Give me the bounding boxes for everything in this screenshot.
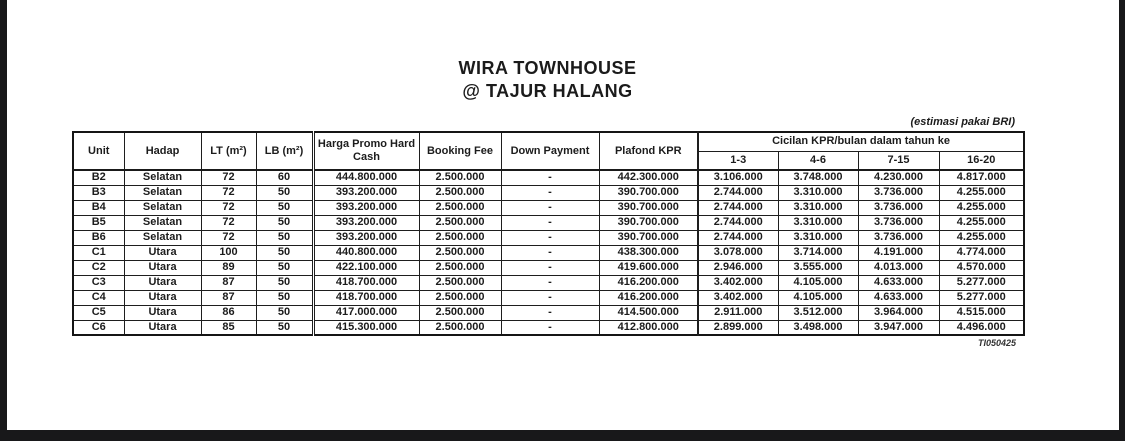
cicilan-4-6-cell: 4.105.000 <box>778 275 858 290</box>
col-header-down-payment: Down Payment <box>501 132 599 170</box>
harga-promo-cell: 418.700.000 <box>313 290 419 305</box>
unit-cell: C3 <box>73 275 124 290</box>
cicilan-16-20-cell: 4.496.000 <box>939 320 1024 335</box>
cicilan-4-6-cell: 3.555.000 <box>778 260 858 275</box>
booking-fee-cell: 2.500.000 <box>419 290 501 305</box>
cicilan-1-3-cell: 2.744.000 <box>698 200 778 215</box>
cicilan-1-3-cell: 2.744.000 <box>698 230 778 245</box>
lt-cell: 85 <box>201 320 256 335</box>
lt-cell: 86 <box>201 305 256 320</box>
cicilan-1-3-cell: 2.911.000 <box>698 305 778 320</box>
booking-fee-cell: 2.500.000 <box>419 185 501 200</box>
lt-cell: 72 <box>201 215 256 230</box>
unit-cell: C5 <box>73 305 124 320</box>
cicilan-7-15-cell: 4.013.000 <box>858 260 939 275</box>
lt-cell: 72 <box>201 170 256 185</box>
cicilan-7-15-cell: 4.633.000 <box>858 275 939 290</box>
down-payment-cell: - <box>501 245 599 260</box>
booking-fee-cell: 2.500.000 <box>419 215 501 230</box>
cicilan-16-20-cell: 5.277.000 <box>939 275 1024 290</box>
booking-fee-cell: 2.500.000 <box>419 320 501 335</box>
cicilan-4-6-cell: 3.748.000 <box>778 170 858 185</box>
booking-fee-cell: 2.500.000 <box>419 170 501 185</box>
cicilan-4-6-cell: 3.310.000 <box>778 215 858 230</box>
col-header-lt: LT (m²) <box>201 132 256 170</box>
price-table-body <box>73 170 1024 335</box>
hadap-cell: Selatan <box>124 230 201 245</box>
cicilan-7-15-cell: 3.736.000 <box>858 185 939 200</box>
table-row <box>73 185 1024 200</box>
col-header-booking-fee: Booking Fee <box>419 132 501 170</box>
cicilan-4-6-cell: 3.310.000 <box>778 200 858 215</box>
unit-cell: C2 <box>73 260 124 275</box>
cicilan-7-15-cell: 3.736.000 <box>858 215 939 230</box>
down-payment-cell: - <box>501 230 599 245</box>
cicilan-16-20-cell: 4.255.000 <box>939 215 1024 230</box>
cicilan-16-20-cell: 4.255.000 <box>939 230 1024 245</box>
hadap-cell: Utara <box>124 305 201 320</box>
hadap-cell: Selatan <box>124 215 201 230</box>
hadap-cell: Selatan <box>124 200 201 215</box>
lb-cell: 50 <box>256 245 313 260</box>
hadap-cell: Selatan <box>124 170 201 185</box>
table-row <box>73 230 1024 245</box>
hadap-cell: Utara <box>124 275 201 290</box>
booking-fee-cell: 2.500.000 <box>419 230 501 245</box>
cicilan-7-15-cell: 3.736.000 <box>858 230 939 245</box>
cicilan-16-20-cell: 4.255.000 <box>939 200 1024 215</box>
down-payment-cell: - <box>501 275 599 290</box>
cicilan-16-20-cell: 4.515.000 <box>939 305 1024 320</box>
harga-promo-cell: 393.200.000 <box>313 200 419 215</box>
down-payment-cell: - <box>501 170 599 185</box>
cicilan-1-3-cell: 2.744.000 <box>698 215 778 230</box>
cicilan-4-6-cell: 3.310.000 <box>778 230 858 245</box>
plafond-kpr-cell: 390.700.000 <box>599 215 698 230</box>
harga-promo-cell: 393.200.000 <box>313 215 419 230</box>
plafond-kpr-cell: 414.500.000 <box>599 305 698 320</box>
table-row <box>73 275 1024 290</box>
cicilan-16-20-cell: 4.570.000 <box>939 260 1024 275</box>
col-header-plafond-kpr: Plafond KPR <box>599 132 698 170</box>
hadap-cell: Utara <box>124 245 201 260</box>
price-table <box>72 131 1025 336</box>
plafond-kpr-cell: 416.200.000 <box>599 275 698 290</box>
hadap-cell: Utara <box>124 290 201 305</box>
lt-cell: 89 <box>201 260 256 275</box>
lb-cell: 50 <box>256 320 313 335</box>
unit-cell: C6 <box>73 320 124 335</box>
plafond-kpr-cell: 390.700.000 <box>599 200 698 215</box>
harga-promo-cell: 393.200.000 <box>313 230 419 245</box>
col-header-lb: LB (m²) <box>256 132 313 170</box>
unit-cell: C4 <box>73 290 124 305</box>
plafond-kpr-cell: 416.200.000 <box>599 290 698 305</box>
cicilan-7-15-cell: 3.736.000 <box>858 200 939 215</box>
cicilan-7-15-cell: 3.964.000 <box>858 305 939 320</box>
col-header-term-4-6: 4-6 <box>778 151 858 170</box>
harga-promo-cell: 393.200.000 <box>313 185 419 200</box>
booking-fee-cell: 2.500.000 <box>419 245 501 260</box>
col-header-term-7-15: 7-15 <box>858 151 939 170</box>
plafond-kpr-cell: 412.800.000 <box>599 320 698 335</box>
cicilan-1-3-cell: 2.946.000 <box>698 260 778 275</box>
lb-cell: 50 <box>256 215 313 230</box>
plafond-kpr-cell: 442.300.000 <box>599 170 698 185</box>
cicilan-1-3-cell: 3.106.000 <box>698 170 778 185</box>
table-row <box>73 305 1024 320</box>
col-header-term-1-3: 1-3 <box>698 151 778 170</box>
cicilan-16-20-cell: 4.255.000 <box>939 185 1024 200</box>
cicilan-4-6-cell: 3.714.000 <box>778 245 858 260</box>
unit-cell: B5 <box>73 215 124 230</box>
harga-promo-cell: 422.100.000 <box>313 260 419 275</box>
lb-cell: 50 <box>256 230 313 245</box>
lb-cell: 50 <box>256 275 313 290</box>
lb-cell: 50 <box>256 185 313 200</box>
booking-fee-cell: 2.500.000 <box>419 260 501 275</box>
hadap-cell: Selatan <box>124 185 201 200</box>
harga-promo-cell: 418.700.000 <box>313 275 419 290</box>
cicilan-7-15-cell: 4.230.000 <box>858 170 939 185</box>
lt-cell: 72 <box>201 230 256 245</box>
lb-cell: 50 <box>256 305 313 320</box>
booking-fee-cell: 2.500.000 <box>419 305 501 320</box>
col-header-harga-promo: Harga Promo Hard Cash <box>313 132 419 170</box>
cicilan-16-20-cell: 4.774.000 <box>939 245 1024 260</box>
unit-cell: B4 <box>73 200 124 215</box>
unit-cell: C1 <box>73 245 124 260</box>
table-row <box>73 245 1024 260</box>
page-content <box>72 0 1023 348</box>
col-header-unit: Unit <box>73 132 124 170</box>
title-line-2: @ TAJUR HALANG <box>462 80 633 101</box>
footer-code: TI050425 <box>977 338 1016 348</box>
price-list-page <box>7 0 1119 430</box>
cicilan-7-15-cell: 4.191.000 <box>858 245 939 260</box>
cicilan-1-3-cell: 2.899.000 <box>698 320 778 335</box>
cicilan-4-6-cell: 3.512.000 <box>778 305 858 320</box>
lt-cell: 100 <box>201 245 256 260</box>
header-row-main <box>73 132 1024 151</box>
unit-cell: B3 <box>73 185 124 200</box>
unit-cell: B2 <box>73 170 124 185</box>
lt-cell: 87 <box>201 290 256 305</box>
lb-cell: 50 <box>256 290 313 305</box>
table-row <box>73 200 1024 215</box>
unit-cell: B6 <box>73 230 124 245</box>
down-payment-cell: - <box>501 305 599 320</box>
estimation-note: (estimasi pakai BRI) <box>910 116 1015 128</box>
table-row <box>73 215 1024 230</box>
lt-cell: 87 <box>201 275 256 290</box>
hadap-cell: Utara <box>124 320 201 335</box>
col-header-cicilan-group: Cicilan KPR/bulan dalam tahun ke <box>698 132 1024 151</box>
page-title <box>72 57 1023 102</box>
plafond-kpr-cell: 390.700.000 <box>599 230 698 245</box>
title-line-1: WIRA TOWNHOUSE <box>458 58 637 78</box>
lb-cell: 60 <box>256 170 313 185</box>
cicilan-4-6-cell: 3.310.000 <box>778 185 858 200</box>
plafond-kpr-cell: 419.600.000 <box>599 260 698 275</box>
plafond-kpr-cell: 438.300.000 <box>599 245 698 260</box>
cicilan-16-20-cell: 5.277.000 <box>939 290 1024 305</box>
lt-cell: 72 <box>201 200 256 215</box>
harga-promo-cell: 417.000.000 <box>313 305 419 320</box>
col-header-hadap: Hadap <box>124 132 201 170</box>
down-payment-cell: - <box>501 260 599 275</box>
table-row <box>73 320 1024 335</box>
cicilan-16-20-cell: 4.817.000 <box>939 170 1024 185</box>
down-payment-cell: - <box>501 200 599 215</box>
cicilan-7-15-cell: 4.633.000 <box>858 290 939 305</box>
table-row <box>73 170 1024 185</box>
cicilan-7-15-cell: 3.947.000 <box>858 320 939 335</box>
plafond-kpr-cell: 390.700.000 <box>599 185 698 200</box>
cicilan-1-3-cell: 3.402.000 <box>698 275 778 290</box>
cicilan-4-6-cell: 4.105.000 <box>778 290 858 305</box>
down-payment-cell: - <box>501 185 599 200</box>
table-row <box>73 260 1024 275</box>
cicilan-1-3-cell: 3.402.000 <box>698 290 778 305</box>
cicilan-1-3-cell: 3.078.000 <box>698 245 778 260</box>
price-table-header <box>73 132 1024 170</box>
harga-promo-cell: 440.800.000 <box>313 245 419 260</box>
lb-cell: 50 <box>256 260 313 275</box>
lt-cell: 72 <box>201 185 256 200</box>
table-row <box>73 290 1024 305</box>
down-payment-cell: - <box>501 320 599 335</box>
down-payment-cell: - <box>501 290 599 305</box>
down-payment-cell: - <box>501 215 599 230</box>
booking-fee-cell: 2.500.000 <box>419 275 501 290</box>
booking-fee-cell: 2.500.000 <box>419 200 501 215</box>
harga-promo-cell: 444.800.000 <box>313 170 419 185</box>
harga-promo-cell: 415.300.000 <box>313 320 419 335</box>
cicilan-1-3-cell: 2.744.000 <box>698 185 778 200</box>
col-header-term-16-20: 16-20 <box>939 151 1024 170</box>
lb-cell: 50 <box>256 200 313 215</box>
cicilan-4-6-cell: 3.498.000 <box>778 320 858 335</box>
hadap-cell: Utara <box>124 260 201 275</box>
